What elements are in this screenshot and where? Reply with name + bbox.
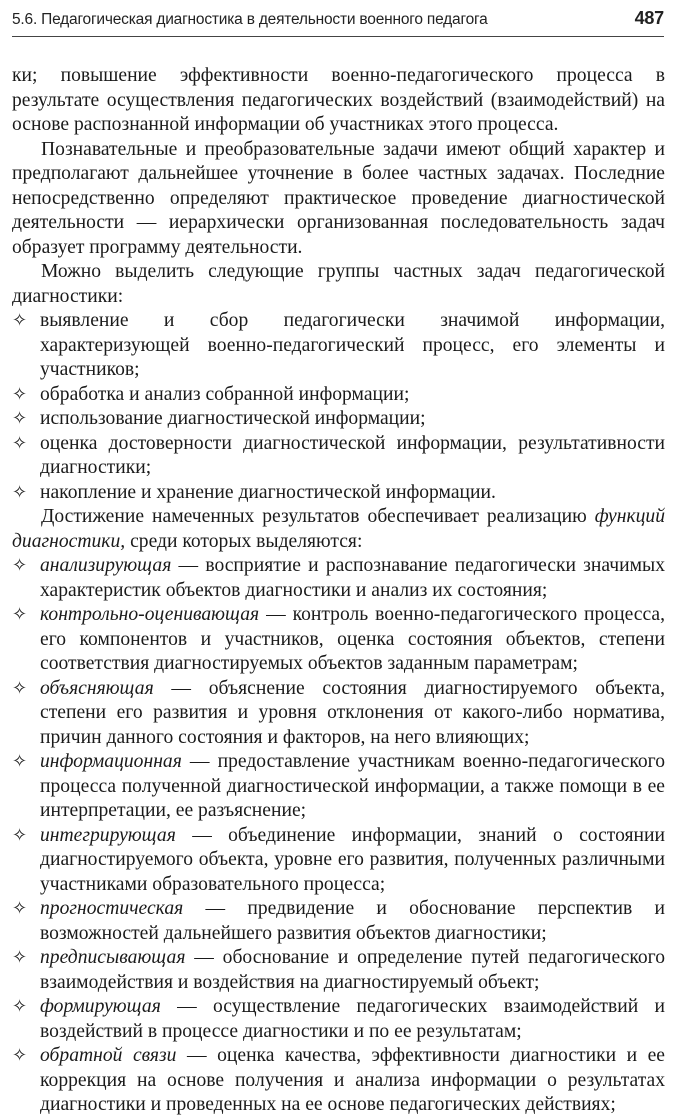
function-term: прогностическая: [40, 898, 184, 919]
star-bullet-icon: ✧: [12, 996, 28, 1017]
star-bullet-icon: ✧: [12, 898, 28, 919]
star-bullet-icon: ✧: [12, 1045, 28, 1066]
list-item: ✧ предписывающая — обоснование и определение путей педагогического взаимодействия и воздействия на диагностируемый объект;: [12, 947, 665, 993]
list-item: ✧ оценка достоверности диагностической информации, результативности диагностики;: [12, 432, 665, 478]
star-bullet-icon: ✧: [12, 408, 28, 429]
list-item: ✧ формирующая — осуществление педагогических взаимодействий и воздействий в процессе диагностики и по ее результатам;: [12, 996, 665, 1042]
star-bullet-icon: ✧: [12, 481, 28, 503]
list-item: ✧ анализирующая — восприятие и распознавание педагогически значимых характеристик объектов диагностики и анализ их состояния;: [12, 555, 665, 601]
section-title: 5.6. Педагогическая диагностика в деятельности военного педагога: [12, 11, 488, 28]
list-item: ✧ накопление и хранение диагностической информации.: [12, 481, 665, 506]
function-list: [12, 554, 665, 1118]
page-body: [12, 64, 665, 1118]
star-bullet-icon: ✧: [12, 824, 28, 846]
list-item: ✧ информационная — предоставление участникам военно-педагогического процесса полученной диагностической информации, а также помощи в ее интерпретации, ее разъяснение;: [12, 751, 665, 821]
paragraph-tasks-general: Познавательные и преобразовательные задачи имеют общий характер и предполагают дальнейшее уточнение в более частных задачах. Последние непосредственно определяют практическое проведение диагностической деятельности — иерархически организованная последовательность задач образует программу деятельности.: [12, 138, 665, 258]
paragraph-task-groups-intro: Можно выделить следующие группы частных задач педагогической диагностики:: [12, 261, 665, 307]
list-item: ✧ обработка и анализ собранной информации;: [12, 383, 665, 408]
list-item: ✧ объясняющая — объяснение состояния диагностируемого объекта, степени его развития и уровня отклонения от какого-либо норматива, причин данного состояния и факторов, на него влияющих;: [12, 677, 665, 748]
function-term: анализирующая: [40, 555, 172, 576]
star-bullet-icon: ✧: [12, 947, 28, 968]
function-term: интегрирующая: [40, 824, 176, 846]
star-bullet-icon: ✧: [12, 555, 28, 576]
star-bullet-icon: ✧: [12, 751, 28, 772]
list-item: ✧ прогностическая — предвидение и обоснование перспектив и возможностей дальнейшего развития объектов диагностики;: [12, 898, 665, 944]
function-term: объясняющая: [40, 677, 154, 699]
list-item: ✧ обратной связи — оценка качества, эффективности диагностики и ее коррекция на основе получения и анализа информации о результатах диагностики и проведенных на ее основе педагогических действиях;: [12, 1045, 665, 1115]
list-item: ✧ выявление и сбор педагогически значимой информации, характеризующей военно-педагогический процесс, его элементы и участников;: [12, 310, 665, 380]
star-bullet-icon: ✧: [12, 310, 28, 331]
star-bullet-icon: ✧: [12, 432, 28, 454]
function-term: обратной связи: [40, 1045, 177, 1066]
function-term: формирующая: [40, 996, 161, 1017]
task-list: [12, 309, 665, 505]
list-item: ✧ использование диагностической информации;: [12, 407, 665, 432]
list-item: ✧ интегрирующая — объединение информации, знаний о состоянии диагностируемого объекта, уровне его развития, полученных различными участниками образовательного процесса;: [12, 824, 665, 895]
function-term: контрольно-оценивающая: [40, 604, 260, 625]
star-bullet-icon: ✧: [12, 604, 28, 625]
star-bullet-icon: ✧: [12, 677, 28, 699]
function-term: информационная: [40, 751, 182, 772]
list-item: ✧ контрольно-оценивающая — контроль военно-педагогического процесса, его компонентов и участников, оценка состояния объектов, степени соответствия диагностируемых объектов заданным параметрам;: [12, 604, 665, 674]
page-number: 487: [634, 8, 664, 28]
paragraph-continuation: ки; повышение эффективности военно-педагогического процесса в результате осуществления педагогических воздействий (взаимодействий) на основе распознанной информации об участниках этого процесса.: [12, 65, 665, 135]
running-header: [12, 6, 664, 37]
star-bullet-icon: ✧: [12, 383, 28, 405]
function-term: предписывающая: [40, 947, 186, 968]
paragraph-functions-intro: Достижение намеченных результатов обеспечивает реализацию функций диагностики, среди которых выделяются:: [12, 506, 666, 552]
